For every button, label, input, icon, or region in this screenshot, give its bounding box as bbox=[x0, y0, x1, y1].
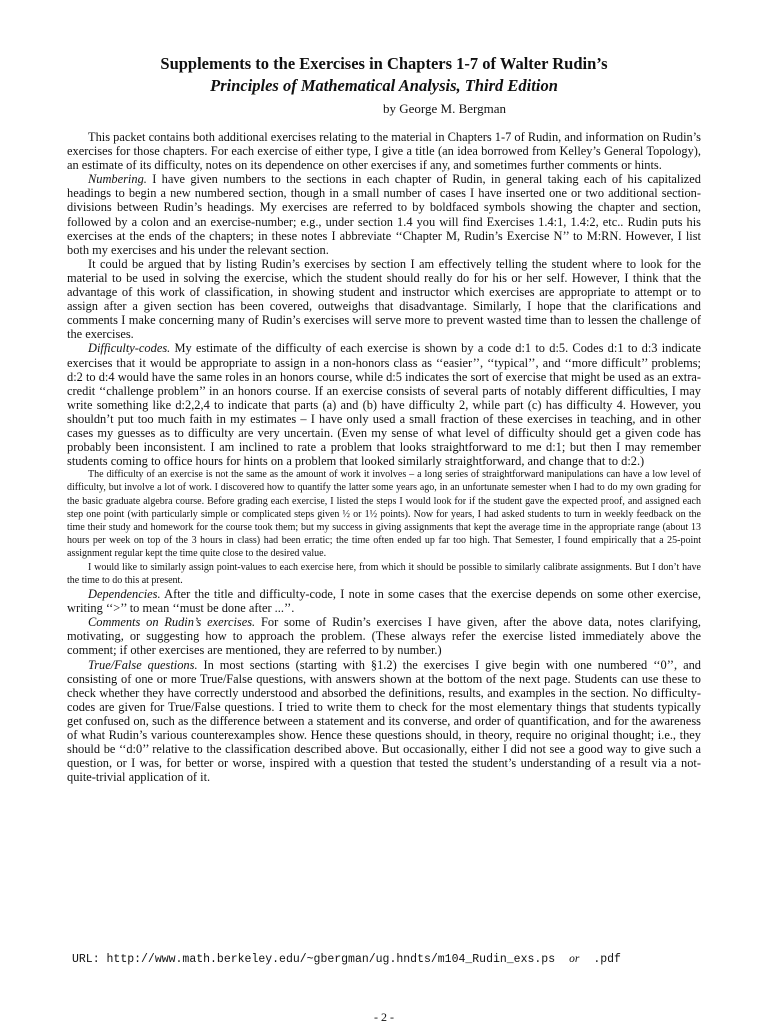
url-line bbox=[72, 952, 712, 967]
listing-paragraph: It could be argued that by listing Rudin’s exercises by section I am effectively telling the student where to look for the material to be used in solving the exercise, which the student should really do for his or her self. However, I think that the advantage of this work of classification, in showing student and instructor which exercises are appropriate to attempt or to assign after a given section has been covered, outweighs that disadvantage. Similarly, I hope that the clarifications and comments I make concerning many of Rudin’s exercises will serve more to prevent wasted time than to lessen the challenge of the exercises. bbox=[67, 256, 701, 342]
url-pdf-link[interactable]: .pdf bbox=[593, 953, 621, 966]
true-false-text: In most sections (starting with §1.2) the exercises I give begin with one numbered ‘‘0’’, and consisting of one or more True/False questions, with answers shown at the bottom of the next page. Students can use these to check whether they have correctly understood and absorbed the definitions, results, and examples in the section. No difficulty-codes are given for True/False questions. I tried to write them to check for the most elementary things that students typically get confused on, such as the difference between a statement and its converse, and order of quantification, and for the awareness of what Rudin’s various counterexamples show. Hence these questions should, in theory, require no original thought; i.e., they should be ‘‘d:0’’ relative to the classification described above. But occasionally, either I did not see a good way to give such a question, or I was, for better or worse, inspired with a question that tested the student’s understanding of a result via a not-quite-trivial application of it. bbox=[67, 657, 701, 785]
title-line-2: Principles of Mathematical Analysis, Third Edition bbox=[210, 76, 558, 95]
dependencies-heading: Dependencies. bbox=[88, 587, 161, 602]
numbering-paragraph bbox=[67, 172, 701, 257]
difficulty-paragraph bbox=[67, 341, 701, 468]
dependencies-paragraph bbox=[67, 587, 701, 615]
numbering-heading: Numbering. bbox=[88, 172, 147, 187]
difficulty-text: My estimate of the difficulty of each exercise is shown by a code d:1 to d:5. Codes d:1 to d:3 indicate exercises that it would be appropriate to assign in a non-honors class as ‘‘easier’’, ‘‘typical’’, and ‘‘more difficult’’ problems; d:2 to d:4 would have the same roles in an honors course, while d:5 indicates the sort of exercise that might be used as an extra-credit ‘‘challenge problem’’ in an honors course. If an exercise consists of several parts of notably different difficulties, I may write something like d:2,2,4 to indicate that parts (a) and (b) have difficulty 2, while part (c) has difficulty 4. However, you shouldn’t put too much faith in my estimates – I have only used a small fraction of these exercises in teaching, and in other cases my guesses as to difficulty are very uncertain. (Even my sense of what level of difficulty should get a given code has probably been inconsistent. I am inclined to rate a problem that looks straightforward to me d:1; but then I may remember students coming to office hours for hints on a problem that looked similarly straightforward, and change that to d:2.) bbox=[67, 341, 701, 469]
true-false-paragraph bbox=[67, 658, 701, 785]
difficulty-heading: Difficulty-codes. bbox=[88, 341, 171, 356]
intro-paragraph: This packet contains both additional exercises relating to the material in Chapters 1-7 of Rudin, and information on Rudin’s exercises for those chapters. For each exercise of either type, I give a title (an idea borrowed from Kelley’s General Topology), an estimate of its difficulty, notes on its dependence on other exercises if any, and sometimes further comments or hints. bbox=[67, 130, 701, 173]
title-line-1: Supplements to the Exercises in Chapters 1-7 of Walter Rudin’s bbox=[160, 54, 608, 73]
comments-text: For some of Rudin’s exercises I have given, after the above data, notes clarifying, motivating, or suggesting how to approach the problem. (These always refer the exercise listed immediately above the comment; if other exercises are mentioned, they are referred to by number.) bbox=[67, 615, 701, 658]
url-or: or bbox=[569, 953, 580, 965]
comments-heading: Comments on Rudin’s exercises. bbox=[88, 615, 256, 630]
work-note-paragraph: The difficulty of an exercise is not the same as the amount of work it involves – a long series of straightforward manipulations can have a low level of difficulty, but involve a lot of work. I discovered how to quantify the latter some years ago, in an unfortunate semester when I had to do my own grading for the basic graduate algebra course. Before grading each exercise, I listed the steps I would look for if the student gave the expected proof, and assigned each step one point (with particularly simple or complicated steps given ½ or 1½ points). Now for years, I had asked students to turn in weekly feedback on the time their study and homework for the course took them; but my success in giving assignments that kept the average time in the appropriate range (about 13 hours per week on top of the 3 hours in class) had been erratic; the time often ended up far too high. That Semester, I found empirically that a 25-point assignment regular kept the time quite close to the desired value. bbox=[67, 469, 701, 560]
point-values-paragraph: I would like to similarly assign point-values to each exercise here, from which it should be possible to similarly calibrate assignments. But I don’t have the time to do this at present. bbox=[67, 561, 701, 586]
numbering-text: I have given numbers to the sections in each chapter of Rudin, in general taking each of his capitalized headings to begin a new numbered section, though in a small number of cases I have inserted one or two additional section-divisions between Rudin’s headings. My exercises are referred to by boldfaced symbols showing the chapter and section, followed by a colon and an exercise-number; e.g., under section 1.4 you will find Exercises 1.4:1, 1.4:2, etc.. Rudin puts his exercises at the ends of the chapters; in these notes I abbreviate ‘‘Chapter M, Rudin’s Exercise N’’ to M:RN. However, I list both my exercises and his under the relevant section. bbox=[67, 172, 701, 257]
body-text bbox=[67, 130, 701, 784]
true-false-heading: True/False questions. bbox=[88, 657, 198, 672]
author-line: by George M. Bergman bbox=[383, 101, 506, 116]
url-label: URL: bbox=[72, 953, 100, 966]
url-ps-link[interactable]: http://www.math.berkeley.edu/~gbergman/ug.hndts/m104_Rudin_exs.ps bbox=[106, 953, 556, 966]
dependencies-text: After the title and difficulty-code, I note in some cases that the exercise depends on some other exercise, writing ‘‘>’’ to mean ‘‘must be done after ...’’. bbox=[67, 587, 701, 616]
comments-paragraph bbox=[67, 615, 701, 657]
page-number: - 2 - bbox=[374, 1010, 394, 1024]
